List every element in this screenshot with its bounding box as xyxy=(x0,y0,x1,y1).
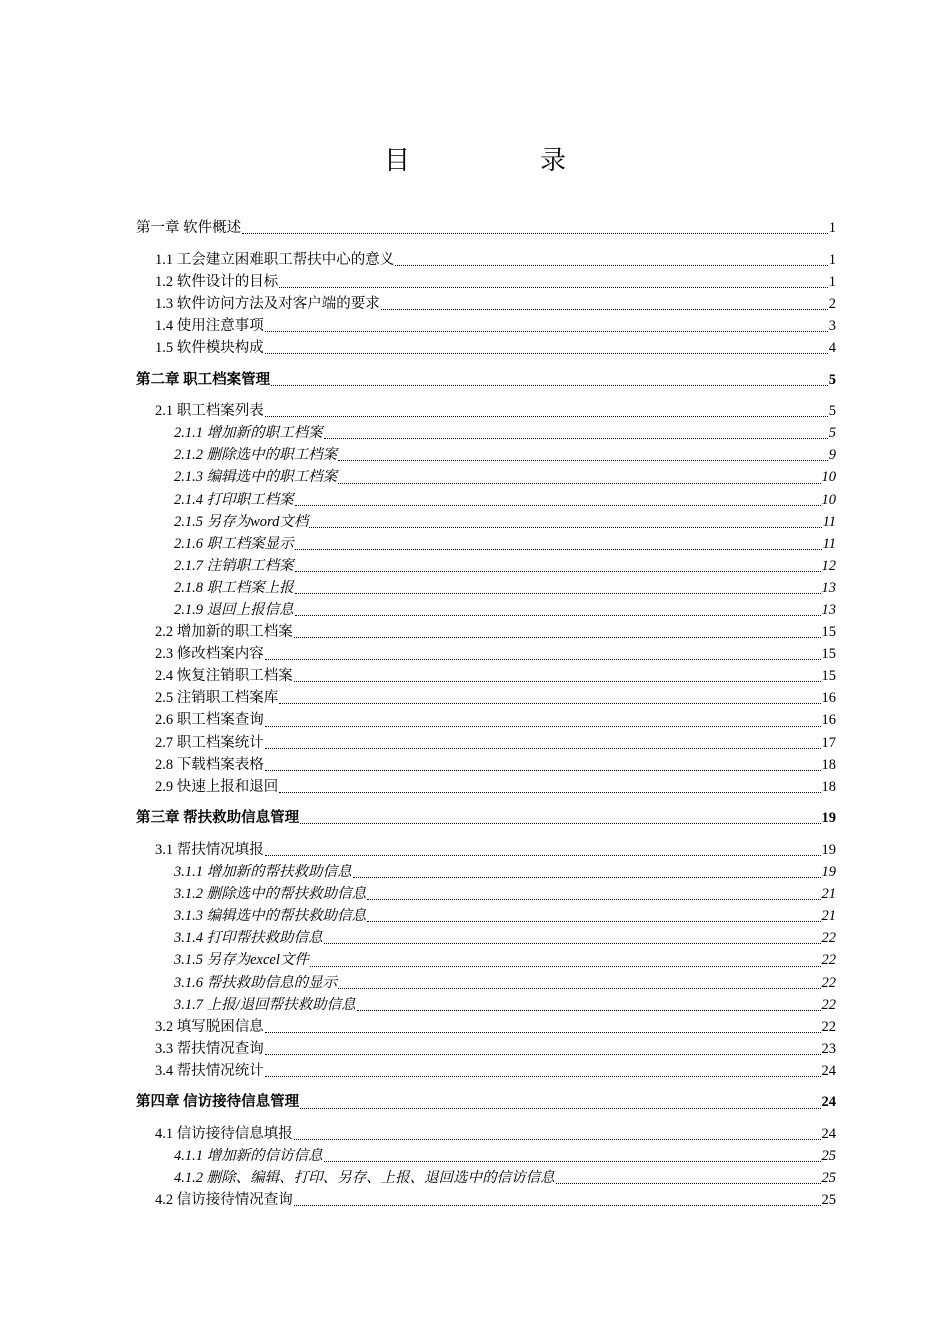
toc-entry-page-number: 21 xyxy=(821,886,836,903)
toc-entry-page-number: 16 xyxy=(821,712,836,729)
toc-entry-title: 2.1.7 注销职工档案 xyxy=(174,557,294,574)
toc-entry[interactable] xyxy=(136,754,836,776)
toc-entry[interactable] xyxy=(136,489,836,511)
dot-leader xyxy=(265,726,821,727)
toc-entry[interactable] xyxy=(136,1123,836,1145)
toc-entry-title: 3.1.1 增加新的帮扶救助信息 xyxy=(174,864,352,881)
dot-leader xyxy=(279,703,820,704)
dot-leader xyxy=(279,792,820,793)
toc-entry-title: 第三章 帮扶救助信息管理 xyxy=(136,810,300,827)
toc-entry[interactable] xyxy=(136,927,836,949)
dot-leader xyxy=(295,505,821,506)
toc-entry-title: 3.4 帮扶情况统计 xyxy=(155,1062,264,1079)
dot-leader xyxy=(265,659,821,660)
toc-entry-page-number: 25 xyxy=(821,1170,836,1187)
toc-entry-title: 3.1.4 打印帮扶救助信息 xyxy=(174,930,323,947)
dot-leader xyxy=(265,1076,821,1077)
toc-entry-title: 4.1.1 增加新的信访信息 xyxy=(174,1148,323,1165)
dot-leader xyxy=(300,823,820,824)
dot-leader xyxy=(324,1161,821,1162)
toc-entry[interactable] xyxy=(136,599,836,621)
dot-leader xyxy=(367,921,820,922)
toc-entry[interactable] xyxy=(136,293,836,315)
toc-entry-page-number: 25 xyxy=(821,1192,836,1209)
dot-leader xyxy=(265,770,821,771)
dot-leader xyxy=(294,681,821,682)
toc-entry-page-number: 5 xyxy=(828,403,836,420)
dot-leader xyxy=(556,1183,821,1184)
toc-entry[interactable] xyxy=(136,511,836,533)
toc-entry-title: 2.5 注销职工档案库 xyxy=(155,690,279,707)
toc-entry-page-number: 10 xyxy=(821,491,836,508)
toc-entry-page-number: 23 xyxy=(821,1040,836,1057)
toc-entry-page-number: 2 xyxy=(828,295,836,312)
dot-leader xyxy=(265,416,828,417)
toc-entry-title: 3.1.5 另存为excel文件 xyxy=(174,952,309,969)
toc-entry-title: 2.1.2 删除选中的职工档案 xyxy=(174,447,338,464)
toc-entry[interactable] xyxy=(136,1060,836,1082)
toc-entry-title: 2.6 职工档案查询 xyxy=(155,712,264,729)
toc-entry-page-number: 15 xyxy=(821,668,836,685)
toc-entry[interactable] xyxy=(136,217,836,239)
toc-entry-title: 1.4 使用注意事项 xyxy=(155,317,264,334)
dot-leader xyxy=(265,331,828,332)
dot-leader xyxy=(338,460,828,461)
toc-entry-title: 2.1.5 另存为word文档 xyxy=(174,513,309,530)
toc-entry[interactable] xyxy=(136,400,836,422)
toc-entry[interactable] xyxy=(136,687,836,709)
toc-entry-page-number: 17 xyxy=(821,734,836,751)
toc-entry[interactable] xyxy=(136,1145,836,1167)
dot-leader xyxy=(310,966,821,967)
toc-entry-page-number: 1 xyxy=(828,220,836,236)
toc-entry[interactable] xyxy=(136,1167,836,1189)
toc-entry-title: 2.3 修改档案内容 xyxy=(155,646,264,663)
toc-entry-page-number: 22 xyxy=(821,974,836,991)
toc-entry-page-number: 24 xyxy=(821,1062,836,1079)
toc-entry-page-number: 13 xyxy=(821,602,836,618)
dot-leader xyxy=(295,549,822,550)
dot-leader xyxy=(265,1032,821,1033)
dot-leader xyxy=(338,988,820,989)
dot-leader xyxy=(265,353,828,354)
toc-entry[interactable] xyxy=(136,861,836,883)
toc-entry[interactable] xyxy=(136,776,836,798)
toc-entry[interactable] xyxy=(136,315,836,337)
dot-leader xyxy=(367,899,820,900)
toc-entry-page-number: 24 xyxy=(821,1094,836,1111)
toc-entry-page-number: 21 xyxy=(821,908,836,925)
dot-leader xyxy=(395,265,828,266)
toc-entry[interactable] xyxy=(136,337,836,359)
toc-entry-page-number: 19 xyxy=(821,810,836,827)
toc-entry[interactable] xyxy=(136,839,836,861)
toc-entry-title: 2.1.6 职工档案显示 xyxy=(174,535,294,552)
toc-entry[interactable] xyxy=(136,665,836,687)
toc-entry-title: 2.1.9 退回上报信息 xyxy=(174,602,294,618)
toc-entry-title: 2.9 快速上报和退回 xyxy=(155,778,279,795)
dot-leader xyxy=(295,593,821,594)
toc-entry-page-number: 1 xyxy=(828,273,836,290)
toc-entry[interactable] xyxy=(136,905,836,927)
toc-entry-page-number: 22 xyxy=(821,1018,836,1035)
toc-entry-page-number: 1 xyxy=(828,251,836,268)
toc-entry-title: 1.3 软件访问方法及对客户端的要求 xyxy=(155,295,380,312)
dot-leader xyxy=(265,855,821,856)
toc-entry[interactable] xyxy=(136,533,836,555)
toc-entry-title: 3.1.7 上报/退回帮扶救助信息 xyxy=(174,996,356,1013)
dot-leader xyxy=(300,1108,820,1109)
toc-entry-title: 第二章 职工档案管理 xyxy=(136,371,271,388)
toc-entry-page-number: 18 xyxy=(821,778,836,795)
toc-entry[interactable] xyxy=(136,972,836,994)
toc-entry[interactable] xyxy=(136,1189,836,1211)
toc-entry-title: 2.1.4 打印职工档案 xyxy=(174,491,294,508)
dot-leader xyxy=(357,1010,821,1011)
toc-entry-title: 4.2 信访接待情况查询 xyxy=(155,1192,293,1209)
dot-leader xyxy=(242,233,828,234)
dot-leader xyxy=(381,309,828,310)
toc-entry[interactable] xyxy=(136,643,836,665)
toc-entry[interactable] xyxy=(136,807,836,829)
dot-leader xyxy=(338,483,820,484)
toc-entry-title: 3.3 帮扶情况查询 xyxy=(155,1040,264,1057)
dot-leader xyxy=(324,943,821,944)
toc-entry-title: 3.2 填写脱困信息 xyxy=(155,1018,264,1035)
toc-entry-title: 1.2 软件设计的目标 xyxy=(155,273,279,290)
toc-entry-title: 第四章 信访接待信息管理 xyxy=(136,1094,300,1111)
toc-entry[interactable] xyxy=(136,577,836,599)
toc-entry-page-number: 10 xyxy=(821,469,836,486)
dot-leader xyxy=(294,637,821,638)
toc-entry-title: 2.8 下载档案表格 xyxy=(155,756,264,773)
toc-entry[interactable] xyxy=(136,883,836,905)
dot-leader xyxy=(271,385,828,386)
toc-entry-title: 2.7 职工档案统计 xyxy=(155,734,264,751)
toc-entry[interactable] xyxy=(136,422,836,444)
toc-entry[interactable] xyxy=(136,732,836,754)
toc-entry-page-number: 22 xyxy=(821,952,836,969)
toc-entry-page-number: 24 xyxy=(821,1126,836,1143)
toc-entry[interactable] xyxy=(136,249,836,271)
toc-entry-page-number: 3 xyxy=(828,317,836,334)
toc-entry-page-number: 13 xyxy=(821,579,836,596)
dot-leader xyxy=(295,615,821,616)
toc-entry-title: 3.1.6 帮扶救助信息的显示 xyxy=(174,974,338,991)
toc-entry-title: 2.1.8 职工档案上报 xyxy=(174,579,294,596)
toc-entry-page-number: 15 xyxy=(821,646,836,663)
toc-entry[interactable] xyxy=(136,949,836,971)
toc-entry-page-number: 5 xyxy=(828,371,836,388)
toc-entry-title: 1.5 软件模块构成 xyxy=(155,339,264,356)
toc-entry[interactable] xyxy=(136,444,836,466)
toc-entry[interactable] xyxy=(136,271,836,293)
toc-entry-page-number: 12 xyxy=(821,557,836,574)
dot-leader xyxy=(324,438,828,439)
toc-entry-title: 2.2 增加新的职工档案 xyxy=(155,624,293,641)
toc-entry[interactable] xyxy=(136,621,836,643)
toc-entry-title: 2.4 恢复注销职工档案 xyxy=(155,668,293,685)
toc-entry-title: 2.1.3 编辑选中的职工档案 xyxy=(174,469,338,486)
toc-entry-page-number: 19 xyxy=(821,864,836,881)
toc-entry-title: 2.1 职工档案列表 xyxy=(155,403,264,420)
toc-entry-page-number: 15 xyxy=(821,624,836,641)
dot-leader xyxy=(294,1205,821,1206)
toc-entry-title: 3.1 帮扶情况填报 xyxy=(155,841,264,858)
toc-entry-page-number: 11 xyxy=(822,513,836,530)
toc-entry[interactable] xyxy=(136,994,836,1016)
toc-entry-title: 3.1.3 编辑选中的帮扶救助信息 xyxy=(174,908,367,925)
toc-entry-page-number: 18 xyxy=(821,756,836,773)
toc-entry-title: 第一章 软件概述 xyxy=(136,220,242,236)
toc-entry-title: 2.1.1 增加新的职工档案 xyxy=(174,425,323,442)
toc-entry-page-number: 22 xyxy=(821,996,836,1013)
table-of-contents xyxy=(136,217,836,1211)
toc-entry-page-number: 22 xyxy=(821,930,836,947)
toc-entry-page-number: 19 xyxy=(821,841,836,858)
toc-entry-page-number: 5 xyxy=(828,425,836,442)
dot-leader xyxy=(294,1139,821,1140)
toc-entry-page-number: 9 xyxy=(828,447,836,464)
toc-entry-title: 4.1.2 删除、编辑、打印、另存、上报、退回选中的信访信息 xyxy=(174,1170,555,1187)
toc-entry-page-number: 25 xyxy=(821,1148,836,1165)
dot-leader xyxy=(295,571,821,572)
page-title: 目 录 xyxy=(383,146,618,176)
toc-entry[interactable] xyxy=(136,369,836,391)
toc-entry[interactable] xyxy=(136,709,836,731)
toc-entry-title: 4.1 信访接待信息填报 xyxy=(155,1126,293,1143)
toc-entry[interactable] xyxy=(136,1016,836,1038)
dot-leader xyxy=(279,287,828,288)
toc-entry-page-number: 16 xyxy=(821,690,836,707)
toc-entry-page-number: 11 xyxy=(822,535,836,552)
toc-entry[interactable] xyxy=(136,1038,836,1060)
dot-leader xyxy=(265,748,821,749)
dot-leader xyxy=(309,527,821,528)
toc-entry[interactable] xyxy=(136,555,836,577)
toc-entry-title: 1.1 工会建立困难职工帮扶中心的意义 xyxy=(155,251,395,268)
toc-entry[interactable] xyxy=(136,1091,836,1113)
dot-leader xyxy=(265,1054,821,1055)
toc-entry[interactable] xyxy=(136,466,836,488)
toc-entry-title: 3.1.2 删除选中的帮扶救助信息 xyxy=(174,886,367,903)
toc-entry-page-number: 4 xyxy=(828,339,836,356)
dot-leader xyxy=(353,877,821,878)
